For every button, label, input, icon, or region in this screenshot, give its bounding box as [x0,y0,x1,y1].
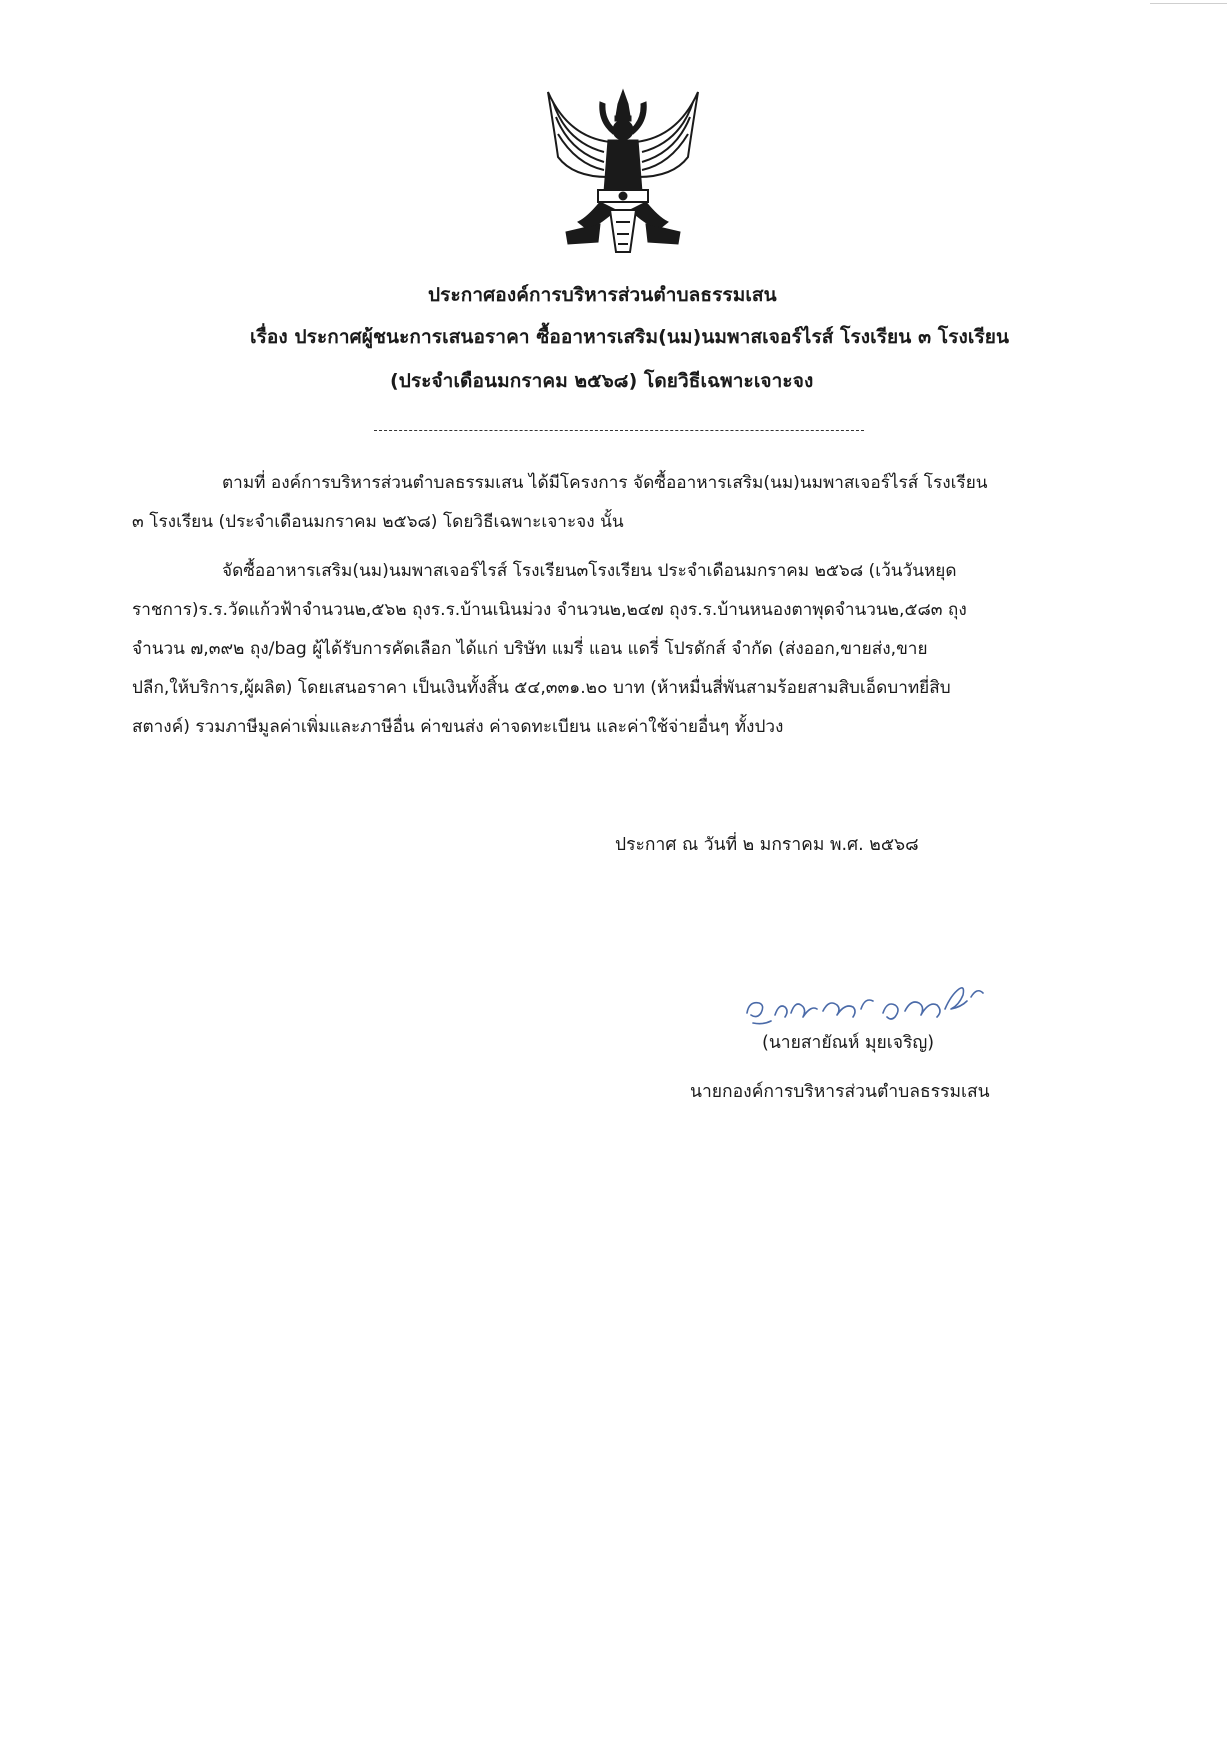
paragraph-line: สตางค์) รวมภาษีมูลค่าเพิ่มและภาษีอื่น ค่าขนส่ง ค่าจดทะเบียน และค่าใช้จ่ายอื่นๆ ทั้งปวง [132,717,784,737]
paragraph-line: จัดซื้ออาหารเสริม(นม)นมพาสเจอร์ไรส์ โรงเรียน๓โรงเรียน ประจำเดือนมกราคม ๒๕๖๘ (เว้นวันหยุด [222,561,957,581]
paragraph-line: ๓ โรงเรียน (ประจำเดือนมกราคม ๒๕๖๘) โดยวิธีเฉพาะเจาะจง นั้น [132,512,624,532]
dashed-divider [374,430,864,431]
document-title: ประกาศองค์การบริหารส่วนตำบลธรรมเสน [428,284,777,306]
document-period: (ประจำเดือนมกราคม ๒๕๖๘) โดยวิธีเฉพาะเจาะจง [390,370,814,392]
paragraph-line: ราชการ)ร.ร.วัดแก้วฟ้าจำนวน๒,๕๖๒ ถุงร.ร.บ้านเนินม่วง จำนวน๒,๒๔๗ ถุงร.ร.บ้านหนองตาพุดจำนวน๒,๕๘๓ ถุง [132,600,967,620]
document-subject: เรื่อง ประกาศผู้ชนะการเสนอราคา ซื้ออาหารเสริม(นม)นมพาสเจอร์ไรส์ โรงเรียน ๓ โรงเรียน [250,326,1010,348]
garuda-emblem-icon [538,82,708,262]
paragraph-line: จำนวน ๗,๓๙๒ ถุง/bag ผู้ได้รับการคัดเลือก ได้แก่ บริษัท แมรี่ แอน แดรี่ โปรดักส์ จำกัด (ส่งออก,ขายส่ง,ขาย [132,639,928,659]
signer-name: (นายสายัณห์ มุยเจริญ) [762,1033,935,1053]
announcement-date: ประกาศ ณ วันที่ ๒ มกราคม พ.ศ. ๒๕๖๘ [615,835,919,855]
paragraph-line: ปลีก,ให้บริการ,ผู้ผลิต) โดยเสนอราคา เป็นเงินทั้งสิ้น ๕๔,๓๓๑.๒๐ บาท (ห้าหมื่นสี่พันสามร้อยสามสิบเอ็ดบาทยี่สิบ [132,678,951,698]
signer-position: นายกองค์การบริหารส่วนตำบลธรรมเสน [690,1082,990,1102]
paragraph-line: ตามที่ องค์การบริหารส่วนตำบลธรรมเสน ได้มีโครงการ จัดซื้ออาหารเสริม(นม)นมพาสเจอร์ไรส์ โรงเรียน [222,473,988,493]
scan-edge-line [1150,3,1227,4]
paragraph-details [132,552,1116,747]
paragraph-announcement [132,464,1116,542]
handwritten-signature [745,975,1025,1030]
